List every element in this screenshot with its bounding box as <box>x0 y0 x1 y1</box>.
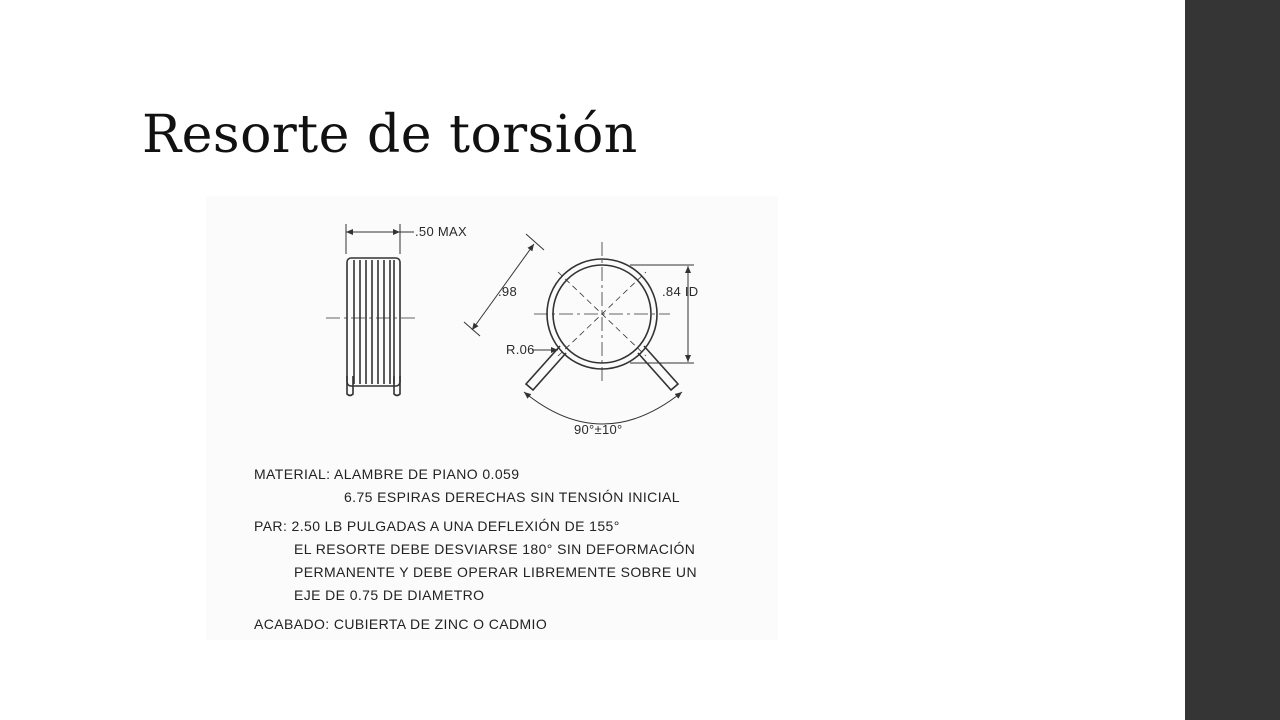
note-coils: 6.75 ESPIRAS DERECHAS SIN TENSIÓN INICIAL <box>344 489 680 505</box>
note-material: MATERIAL: ALAMBRE DE PIANO 0.059 <box>254 466 520 482</box>
end-view <box>464 234 694 424</box>
note-shaft: EJE DE 0.75 DE DIAMETRO <box>294 587 485 603</box>
spring-drawing <box>206 196 778 640</box>
note-deflection: EL RESORTE DEBE DESVIARSE 180° SIN DEFORMACIÓN <box>294 541 696 557</box>
dim-angle-label: 90°±10° <box>574 422 623 437</box>
dim-radius-label: R.06 <box>506 342 535 357</box>
note-torque: PAR: 2.50 LB PULGADAS A UNA DEFLEXIÓN DE 155° <box>254 518 620 534</box>
side-bar <box>1185 0 1280 720</box>
dim-id-label: .84 ID <box>662 284 699 299</box>
note-finish: ACABADO: CUBIERTA DE ZINC O CADMIO <box>254 616 548 632</box>
dim-width-label: .50 MAX <box>415 224 467 239</box>
note-permanent: PERMANENTE Y DEBE OPERAR LIBREMENTE SOBRE UN <box>294 564 697 580</box>
dim-diagonal-label: .98 <box>498 284 517 299</box>
side-view <box>326 224 418 396</box>
slide-title: Resorte de torsión <box>142 105 638 165</box>
